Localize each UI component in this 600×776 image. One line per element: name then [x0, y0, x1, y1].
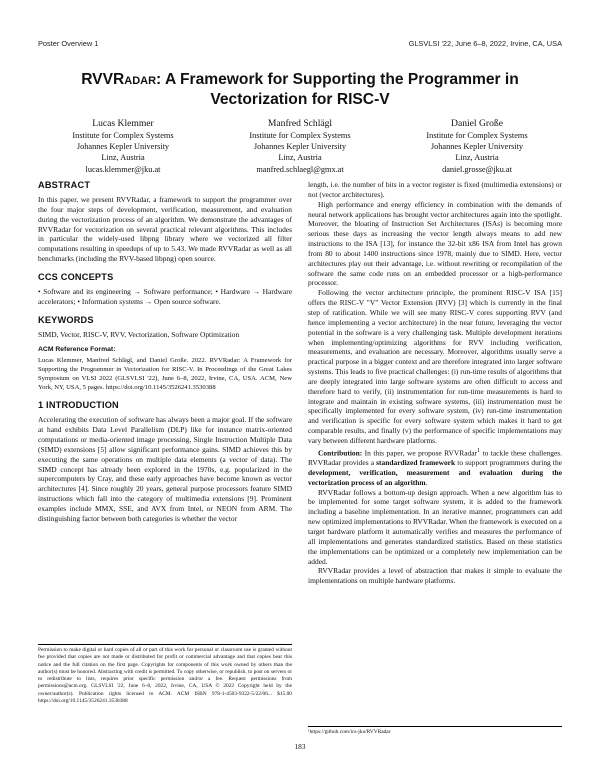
author-university: Johannes Kepler University: [76, 142, 170, 152]
title-rest: : A Framework for Supporting the Programmer in Vectorization for RISC-V: [156, 71, 519, 108]
contribution-text-c: to support programmers during the: [455, 458, 562, 468]
author-university: Johannes Kepler University: [430, 142, 524, 152]
title-system-name: RVVRadar: [81, 71, 157, 88]
abstract-heading: ABSTRACT: [38, 180, 91, 190]
ccs-heading: CCS CONCEPTS: [38, 271, 114, 282]
running-header-right: GLSVLSI '22, June 6–8, 2022, Irvine, CA, USA: [408, 39, 562, 48]
intro-paragraph-cont: length, i.e. the number of bits in a vector register is fixed (multimedia extensions) or not (vector architectures).: [308, 180, 562, 199]
author-name: Daniel Große: [451, 118, 503, 129]
author-institute: Institute for Complex Systems: [426, 131, 528, 140]
reference-heading: ACM Reference Format:: [38, 346, 116, 354]
left-column: [38, 180, 292, 524]
author-name: Lucas Klemmer: [92, 118, 154, 129]
author-name: Manfred Schlägl: [267, 118, 333, 129]
paper-title: [38, 70, 562, 110]
intro-text: Accelerating the execution of software has always been a major goal. If the software at hand exhibits Data Level Parallelism (DLP) like for instance matrix-oriented computations or media-oriented image processing, Single Instruction Multiple Data (SIMD) extensions [5] allow significant performance gains. SIMD achieves this by executing the same operations on multiple data elements (a vector of data). The SIMD concept has already been explored in the 1970s, e.g. popularized in the supercomputers by Cray, and these early approaches have become known as vector architectures [4]. Since roughly 20 years, general purpose processors feature SIMD instructions which fall into the category of multimedia extensions [9]. Prominent examples include MMX, SSE, and AVX from Intel, or NEON from ARM. The distinguishing factor between both categories is whether the vector: [38, 415, 292, 523]
copyright-footnote: Permission to make digital or hard copies of all or part of this work for personal or classroom use is granted without fee provided that copies are not made or distributed for profit or commercial advantage and that copies bear this notice and the full citation on the first page. Copyrights for components of this work owned by others than the author(s) must be honored. Abstracting with credit is permitted. To copy otherwise, or republish, to post on servers or to redistribute to lists, requires prior specific permission and/or a fee. Request permissions from permissions@acm.org. GLSVLSI '22, June 6–8, 2022, Irvine, CA, USA © 2022 Copyright held by the owner/author(s). Publication rights licensed to ACM. ACM ISBN 978-1-4503-9322-5/22/06... $15.00 https://doi.org/10.1145/3526241.3530388: [38, 644, 292, 705]
intro-paragraph-3: Following the vector architecture principle, the prominent RISC-V ISA [15] offers the RISC-V "V" Vector Extension (RVV) [3] which is currently in the final step of ratification. While we will see many RISC-V cores supporting RVV (and hence implementing a vector architecture) in the near future, leveraging the vector potential in the software is a very challenging task. Multiple development iterations when implementing/optimizing algorithms for RVV including verification, measurements, and evaluation are necessary. Moreover, algorithms usually serve a practical purpose in a bigger context and are therefore integrated into larger software systems. This leads to five practical challenges: (i) run-time results of algorithms that are deeply integrated into large software systems are often difficult to access and therefore hard to verify, (ii) instrumentation for run-time measurements is hard to integrate and maintain in existing software systems, (iii) instrumentation must be specifically implemented for every software system, (iv) run-time instrumentation and verification is specific for every software system which makes it hard to get comparable results, and finally (v) the performance of specific implementations may vary between different hardware platforms.: [308, 288, 562, 445]
contribution-label: Contribution:: [318, 448, 363, 458]
contribution-text-d: .: [425, 477, 428, 487]
keywords-heading: KEYWORDS: [38, 314, 94, 325]
author-3: [392, 118, 562, 175]
author-city: Linz, Austria: [101, 153, 145, 163]
author-email: daniel.grosse@jku.at: [442, 164, 512, 174]
intro-paragraph-6: RVVRadar provides a level of abstraction that makes it simple to evaluate the implementations on multiple hardware platforms.: [308, 566, 562, 586]
intro-heading: 1 INTRODUCTION: [38, 400, 119, 411]
author-city: Linz, Austria: [455, 153, 499, 163]
acm-reference: [38, 345, 292, 392]
page-number: 183: [294, 742, 306, 751]
url-footnote: ¹https://github.com/ics-jku/RVVRadar: [308, 726, 562, 736]
author-block: [38, 118, 562, 175]
right-column: [308, 180, 562, 586]
author-university: Johannes Kepler University: [253, 142, 347, 152]
contribution-bold-2: development, verification, measurement and evaluation during the vectorization process of an algorithm: [308, 467, 562, 487]
author-email: lucas.klemmer@jku.at: [85, 164, 161, 174]
abstract-text: In this paper, we present RVVRadar, a framework to support the programmer over the four major steps of development, verification, measurement, and evaluation during the vectorization process of an algorithm. We demonstrate the advantages of RVVRadar for vectorization on several practical relevant algorithms. This includes in particular the widely-used libpng library where we vectorized all filter computations resulting in speedups of up to 5.43. We made RVVRadar as well as all benchmarks (including the RVV-based libpng) open source.: [38, 195, 292, 264]
contribution-paragraph: Contribution: In this paper, we propose RVVRadar$^1$ to tackle these challenges. RVVRadar provides a standardized framework to support programmers during the development, verification, measurement and evaluation during the vectorization process of an algorithm.: [308, 446, 562, 487]
ccs-text: • Software and its engineering → Software performance; • Hardware → Hardware accelerators; • Information systems → Open source software.: [38, 286, 292, 306]
author-institute: Institute for Complex Systems: [72, 131, 174, 140]
contribution-bold-1: standardized framework: [376, 458, 456, 468]
author-2: [215, 118, 385, 175]
contribution-text-a: In this paper, we propose RVVRadar: [362, 448, 478, 458]
intro-paragraph-2: High performance and energy efficiency in combination with the demands of neural network applications has brought vector architectures again into the spotlight. Moreover, the bloating of Instruction Set Architectures (ISAs) is becoming more serious these days as increasing the vector length always means to add new instructions to the ISA [13], for instance the 32-bit x86 ISA from Intel has grown from 80 to about 1400 instructions since 1978, mainly due to SIMD. Here, vector architectures play out their advantage, i.e. without rewriting or recompilation of the software the same code runs on an embedded processor or a high-performance processor.: [308, 199, 562, 288]
contribution-text-b: to tackle these challenges. RVVRadar provides a: [308, 448, 562, 468]
reference-text: Lucas Klemmer, Manfred Schlägl, and Daniel Große. 2022. RVVRadar: A Framework for Supporting the Programmer in Vectorization for RISC-V. In Proceedings of the Great Lakes Symposium on VLSI 2022 (GLSVLSI '22), June 6–8, 2022, Irvine, CA, USA. ACM, New York, NY, USA, 5 pages. https://doi.org/10.1145/3526241.3530388: [38, 357, 292, 392]
keywords-text: SIMD, Vector, RISC-V, RVV, Vectorization, Software Optimization: [38, 329, 240, 339]
author-institute: Institute for Complex Systems: [249, 131, 351, 140]
running-header-left: Poster Overview 1: [38, 39, 99, 48]
author-1: [38, 118, 208, 175]
intro-paragraph-5: RVVRadar follows a bottom-up design approach. When a new algorithm has to be implemented for some target software system, it is added to the framework including a baseline implementation. In an iterative manner, programmers can add new optimized implementations to RVVRadar. When the framework is executed on a target hardware platform it automatically verifies and measures the performance of all implementations and generates standardized statistics. Based on these statistics the implementations can be optimized or a completely new implementation can be added.: [308, 487, 562, 566]
author-city: Linz, Austria: [278, 153, 322, 163]
author-email: manfred.schlaegl@gmx.at: [256, 164, 344, 174]
